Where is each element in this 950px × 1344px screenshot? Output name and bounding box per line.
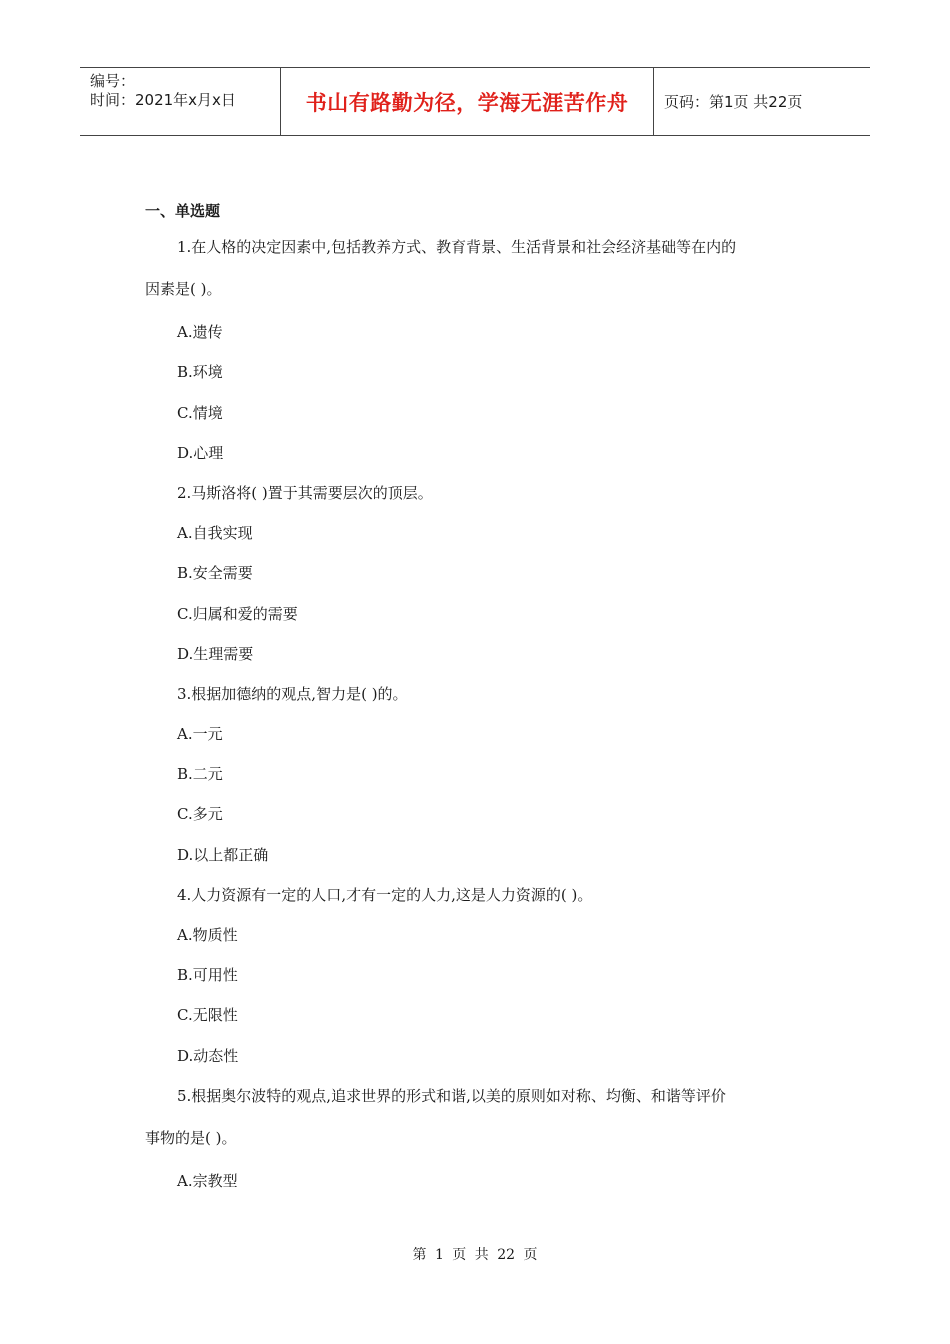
page-header [80, 67, 870, 136]
header-motto: 书山有路勤为径，学海无涯苦作舟 [281, 68, 654, 135]
question-2 [145, 473, 825, 674]
option-a: A.遗传 [177, 323, 223, 342]
option-d: D.生理需要 [177, 644, 254, 663]
question-4 [145, 875, 825, 1076]
question-text: 2.马斯洛将( )置于其需要层次的顶层。 [177, 483, 433, 502]
section-title: 一、单选题 [145, 202, 221, 220]
question-1 [145, 227, 825, 473]
option-c: C.情境 [177, 403, 223, 422]
option-a: A.宗教型 [177, 1171, 238, 1190]
number-label: 编号： [90, 72, 136, 90]
option-a: A.一元 [177, 725, 223, 744]
option-d: D.心理 [177, 443, 224, 462]
question-text: 1.在人格的决定因素中,包括教养方式、教育背景、生活背景和社会经济基础等在内的 [177, 238, 737, 256]
option-c: C.无限性 [177, 1006, 238, 1025]
question-5 [145, 1076, 825, 1201]
option-b: B.可用性 [177, 966, 238, 985]
time-label: 时间：2021年x月x日 [90, 91, 236, 109]
question-3 [145, 674, 825, 875]
option-c: C.归属和爱的需要 [177, 604, 298, 623]
question-text: 3.根据加德纳的观点,智力是( )的。 [177, 684, 408, 703]
question-text: 4.人力资源有一定的人口,才有一定的人力,这是人力资源的( )。 [177, 885, 593, 904]
option-c: C.多元 [177, 805, 223, 824]
page-footer: 第 1 页 共 22 页 [412, 1247, 538, 1263]
header-meta [80, 68, 281, 135]
option-a: A.物质性 [177, 926, 238, 944]
option-b: B.安全需要 [177, 564, 253, 583]
option-b: B.环境 [177, 363, 223, 382]
option-d: D.动态性 [177, 1046, 239, 1065]
document-body [145, 195, 825, 1201]
question-text: 5.根据奥尔波特的观点,追求世界的形式和谐,以美的原则如对称、均衡、和谐等评价 [177, 1086, 726, 1105]
question-text-continued: 事物的是( )。 [145, 1128, 237, 1147]
option-a: A.自我实现 [177, 524, 253, 543]
question-text-continued: 因素是( )。 [145, 280, 222, 299]
option-b: B.二元 [177, 765, 223, 784]
option-d: D.以上都正确 [177, 845, 269, 864]
header-page-info: 页码：第1页 共22页 [664, 93, 803, 111]
